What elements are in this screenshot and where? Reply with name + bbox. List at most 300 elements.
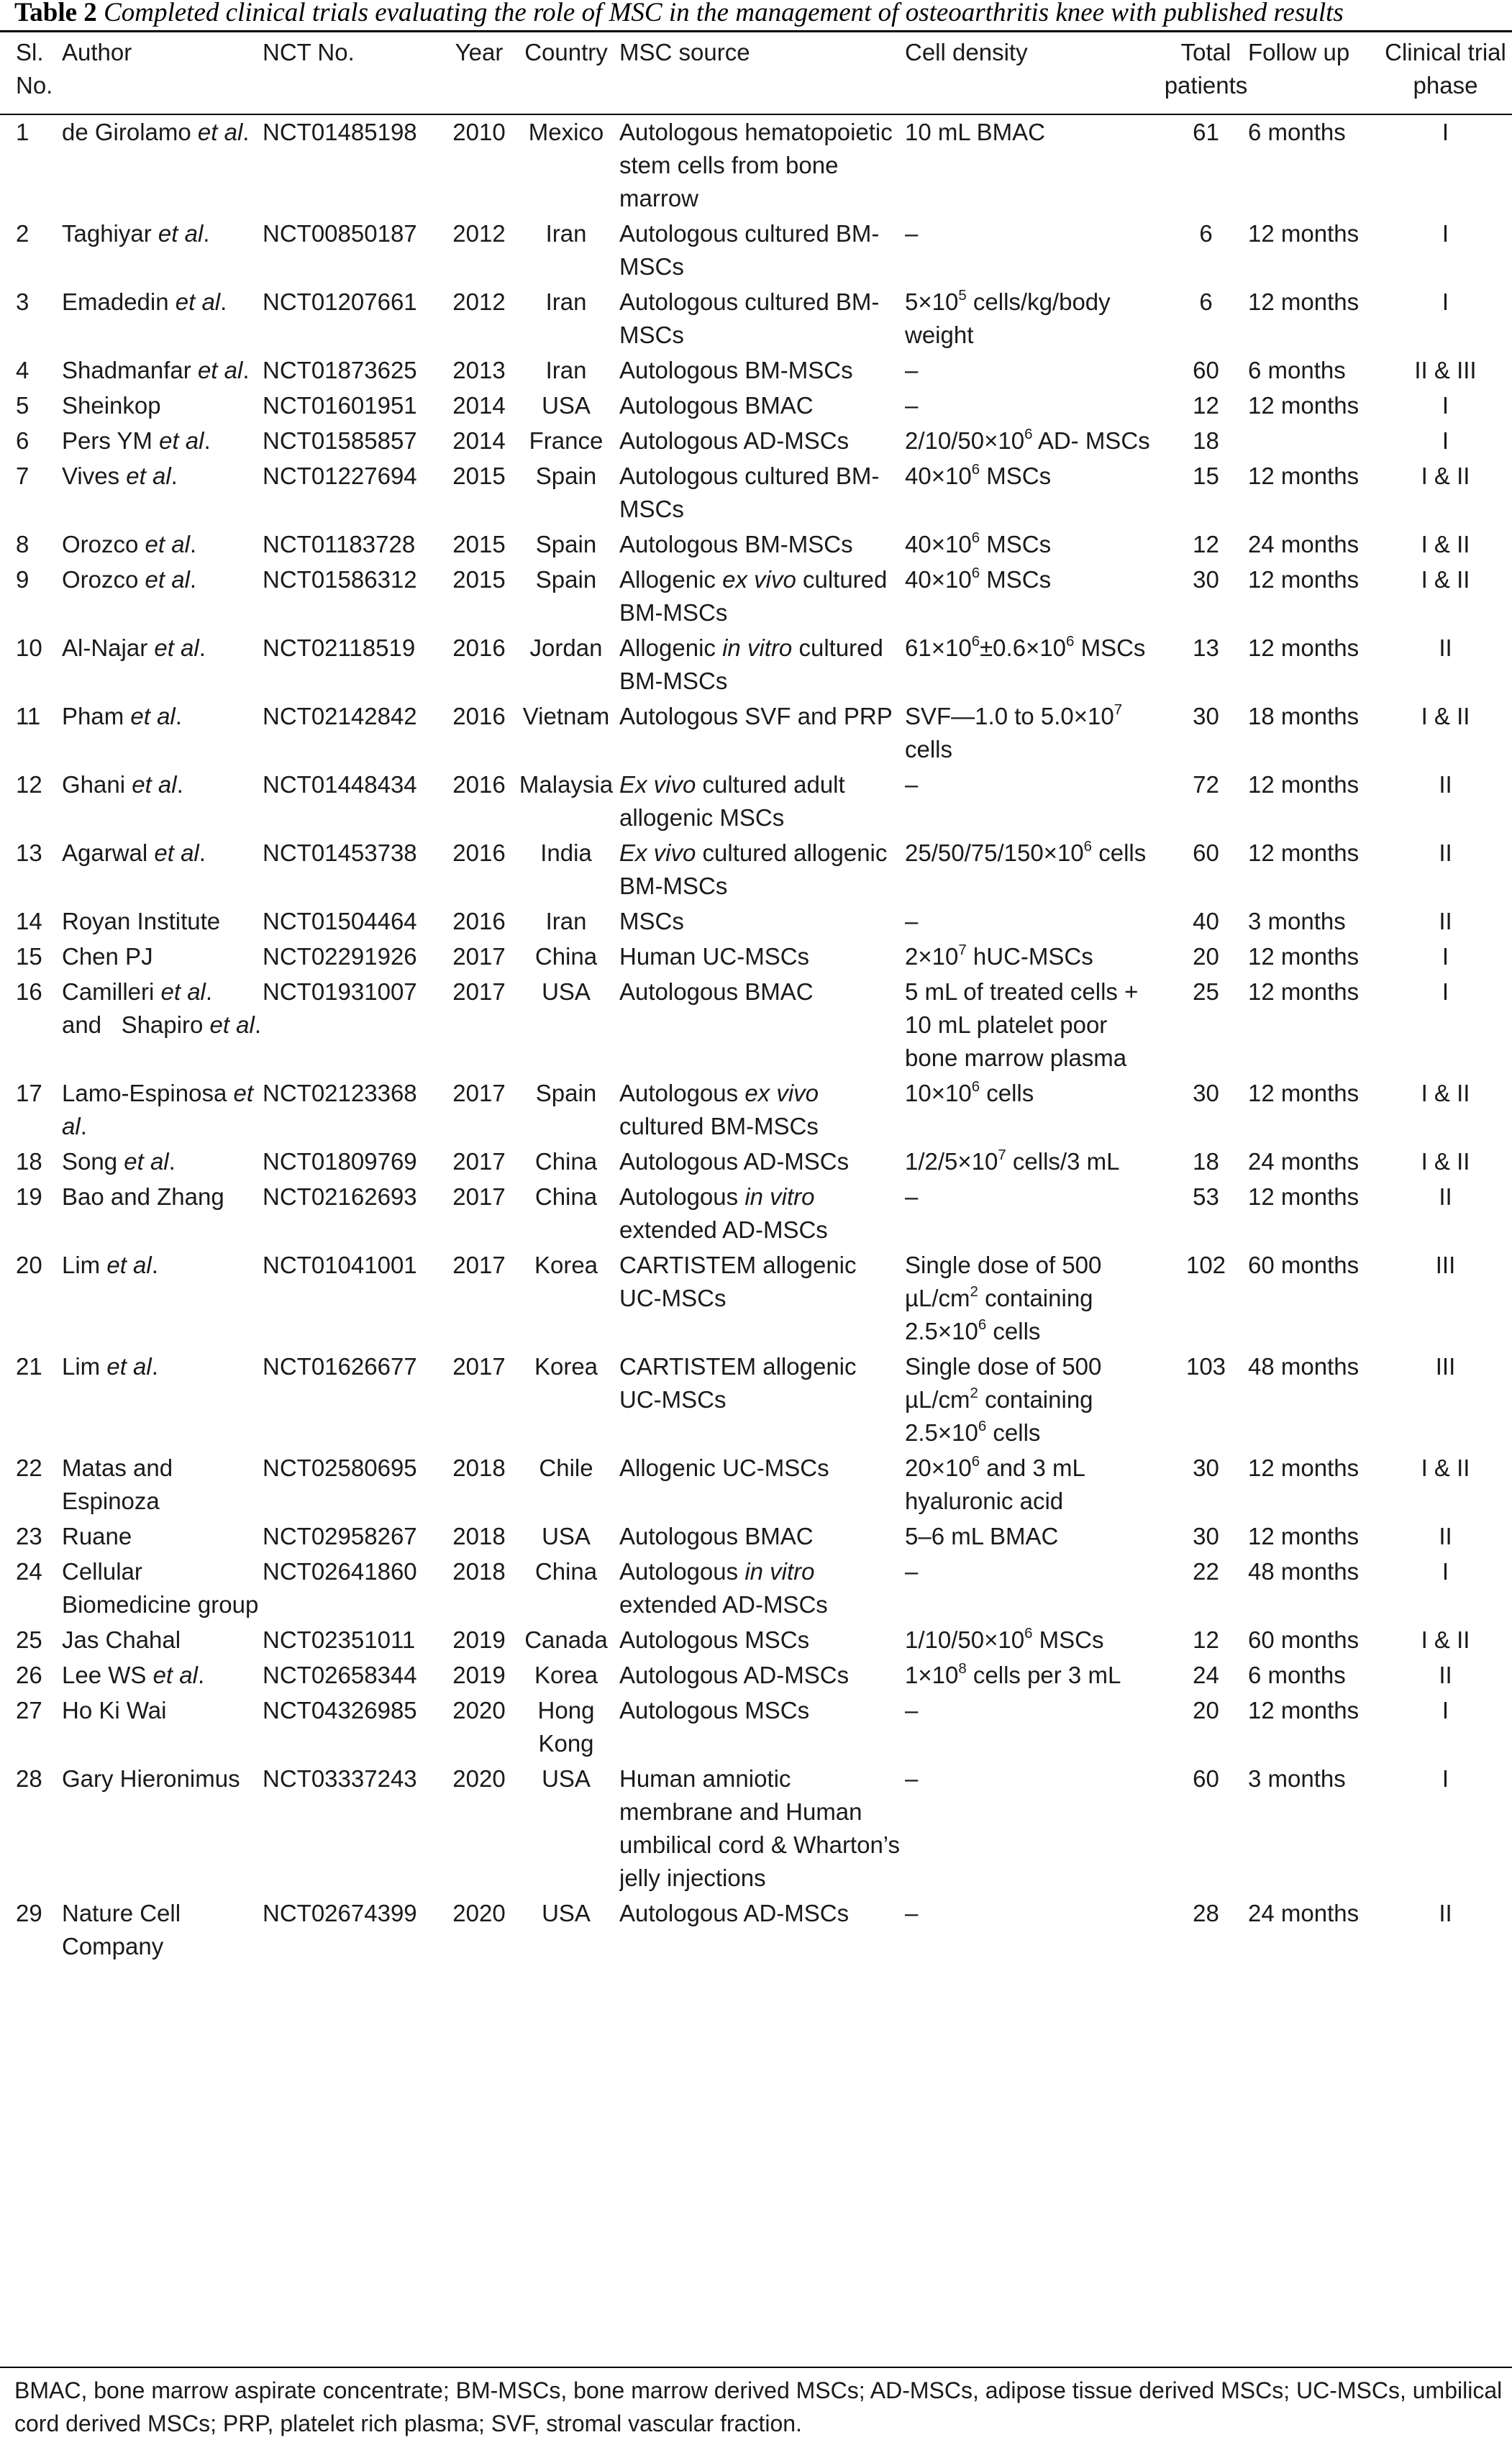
header-author: Author: [62, 39, 132, 65]
cell-follow-up: 12 months: [1248, 392, 1360, 419]
cell-year: 2015: [452, 531, 506, 557]
cell-cell-density: $40\times 10^6$ MSCs: [905, 461, 1052, 489]
cell-year: 2018: [452, 1455, 506, 1481]
cell-year: 2018: [452, 1558, 506, 1585]
cell-author: Gary Hieronimus: [62, 1765, 240, 1792]
cell-author: Shadmanfar et al.: [62, 357, 250, 383]
cell-cell-density: –: [905, 1900, 919, 1926]
cell-author: Ho Ki Wai: [62, 1697, 167, 1724]
cell-clinical-trial-phase: I: [1442, 1765, 1449, 1792]
cell-country: Canada: [524, 1626, 608, 1653]
cell-year: 2015: [452, 463, 506, 489]
cell-msc-source: Human UC-MSCs: [619, 943, 810, 970]
cell-follow-up: 24 months: [1248, 531, 1360, 557]
cell-sl-no: 23: [16, 1523, 42, 1549]
cell-follow-up: 60 months: [1248, 1626, 1360, 1653]
cell-clinical-trial-phase: III: [1435, 1252, 1456, 1278]
cell-sl-no: 24: [16, 1558, 42, 1585]
cell-nct-no: NCT04326985: [263, 1697, 417, 1724]
cell-total-patients: 60: [1193, 839, 1219, 866]
cell-author: Camilleri et al. and Shapiro et al.: [62, 978, 262, 1038]
cell-year: 2010: [452, 119, 506, 145]
cell-author: Royan Institute: [62, 908, 221, 934]
cell-follow-up: 6 months: [1248, 357, 1346, 383]
cell-country: India: [540, 839, 592, 866]
cell-total-patients: 18: [1193, 427, 1219, 454]
cell-country: Jordan: [529, 634, 603, 661]
cell-total-patients: 12: [1193, 1626, 1219, 1653]
cell-cell-density: $2\times 10^7$ hUC-MSCs: [905, 942, 1093, 970]
cell-msc-source: Autologous BMAC: [619, 978, 814, 1005]
table-row: [0, 1657, 1512, 1692]
cell-clinical-trial-phase: I: [1442, 220, 1449, 247]
cell-nct-no: NCT01873625: [263, 357, 417, 383]
cell-cell-density: $1/10/50\times 10^6$ MSCs: [905, 1625, 1104, 1653]
cell-msc-source: Autologous AD-MSCs: [619, 1662, 850, 1688]
cell-clinical-trial-phase: I & II: [1421, 566, 1470, 593]
cell-nct-no: NCT02123368: [263, 1080, 417, 1106]
cell-follow-up: 12 months: [1248, 771, 1360, 798]
table-row: [0, 1553, 1512, 1621]
cell-msc-source: CARTISTEM allogenic UC-MSCs: [619, 1353, 857, 1413]
table-header-row: [0, 33, 1512, 114]
cell-year: 2020: [452, 1765, 506, 1792]
cell-msc-source: Autologous cultured BM-MSCs: [619, 220, 880, 280]
cell-total-patients: 60: [1193, 357, 1219, 383]
cell-nct-no: NCT02641860: [263, 1558, 417, 1585]
cell-cell-density: –: [905, 1765, 919, 1792]
cell-follow-up: 12 months: [1248, 1455, 1360, 1481]
cell-author: Ghani et al.: [62, 771, 183, 798]
cell-follow-up: 3 months: [1248, 1765, 1346, 1792]
cell-author: Nature Cell Company: [62, 1900, 181, 1959]
cell-clinical-trial-phase: I: [1442, 1697, 1449, 1724]
cell-country: Malaysia: [519, 771, 614, 798]
cell-sl-no: 17: [16, 1080, 42, 1106]
cell-msc-source: Autologous AD-MSCs: [619, 1900, 850, 1926]
table-caption: [14, 0, 1344, 26]
cell-country: Korea: [534, 1353, 598, 1380]
cell-msc-source: Ex vivo cultured allogenic BM-MSCs: [619, 839, 888, 899]
cell-nct-no: NCT01453738: [263, 839, 417, 866]
table-row: [0, 1247, 1512, 1348]
cell-msc-source: Autologous ex vivo cultured BM-MSCs: [619, 1080, 819, 1139]
cell-sl-no: 2: [16, 220, 29, 247]
cell-author: de Girolamo et al.: [62, 119, 250, 145]
cell-msc-source: Autologous cultured BM-MSCs: [619, 288, 880, 348]
cell-country: Vietnam: [522, 703, 610, 729]
cell-cell-density: –: [905, 220, 919, 247]
cell-msc-source: Autologous in vitro extended AD-MSCs: [619, 1183, 828, 1243]
cell-country: Spain: [535, 463, 597, 489]
cell-follow-up: 48 months: [1248, 1353, 1360, 1380]
cell-author: Lee WS et al.: [62, 1662, 205, 1688]
header-year: Year: [455, 39, 504, 65]
cell-country: Spain: [535, 1080, 597, 1106]
cell-author: Emadedin et al.: [62, 288, 227, 315]
cell-msc-source: Autologous SVF and PRP: [619, 703, 893, 729]
cell-country: Spain: [535, 531, 597, 557]
cell-follow-up: 12 months: [1248, 634, 1360, 661]
cell-clinical-trial-phase: I: [1442, 427, 1449, 454]
cell-author: Jas Chahal: [62, 1626, 181, 1653]
cell-follow-up: 12 months: [1248, 978, 1360, 1005]
cell-cell-density: $1/2/5\times 10^7$ cells/3 mL: [905, 1147, 1120, 1175]
cell-total-patients: 20: [1193, 1697, 1219, 1724]
cell-sl-no: 20: [16, 1252, 42, 1278]
cell-author: Chen PJ: [62, 943, 153, 970]
cell-year: 2017: [452, 978, 506, 1005]
cell-nct-no: NCT01931007: [263, 978, 417, 1005]
cell-nct-no: NCT02118519: [263, 634, 416, 661]
cell-cell-density: –: [905, 771, 919, 798]
table-row: [0, 114, 1512, 215]
cell-country: Hong Kong: [537, 1697, 595, 1757]
cell-total-patients: 6: [1199, 288, 1213, 315]
cell-follow-up: 12 months: [1248, 288, 1360, 315]
cell-clinical-trial-phase: II: [1439, 839, 1452, 866]
table-row: [0, 458, 1512, 526]
cell-sl-no: 5: [16, 392, 29, 419]
cell-msc-source: Autologous BM-MSCs: [619, 357, 853, 383]
cell-msc-source: MSCs: [619, 908, 684, 934]
table-row: [0, 215, 1512, 283]
cell-country: China: [534, 943, 598, 970]
cell-clinical-trial-phase: I & II: [1421, 531, 1470, 557]
cell-sl-no: 7: [16, 463, 29, 489]
cell-cell-density: 5–6 mL BMAC: [905, 1523, 1059, 1549]
cell-author: Song et al.: [62, 1148, 176, 1175]
cell-total-patients: 103: [1185, 1353, 1226, 1380]
header-clinical-trial-phase: Clinical trial phase: [1385, 39, 1506, 99]
cell-year: 2017: [452, 1183, 506, 1210]
cell-follow-up: 12 months: [1248, 1697, 1360, 1724]
cell-nct-no: NCT01585857: [263, 427, 417, 454]
cell-total-patients: 28: [1193, 1900, 1219, 1926]
cell-follow-up: 6 months: [1248, 119, 1346, 145]
cell-sl-no: 26: [16, 1662, 42, 1688]
cell-total-patients: 30: [1193, 1523, 1219, 1549]
cell-follow-up: 24 months: [1248, 1900, 1360, 1926]
cell-author: Bao and Zhang: [62, 1183, 224, 1210]
header-country: Country: [524, 39, 608, 65]
cell-cell-density: $25/50/75/150\times 10^6$ cells: [905, 838, 1147, 866]
cell-country: China: [534, 1148, 598, 1175]
cell-year: 2016: [452, 839, 506, 866]
cell-sl-no: 13: [16, 839, 42, 866]
cell-clinical-trial-phase: I & II: [1421, 703, 1470, 729]
table-row: [0, 1143, 1512, 1178]
cell-sl-no: 18: [16, 1148, 42, 1175]
cell-country: Iran: [545, 220, 587, 247]
table-row: [0, 352, 1512, 387]
cell-author: Al-Najar et al.: [62, 634, 206, 661]
cell-total-patients: 102: [1185, 1252, 1226, 1278]
cell-country: China: [534, 1183, 598, 1210]
cell-nct-no: NCT00850187: [263, 220, 417, 247]
cell-nct-no: NCT01485198: [263, 119, 417, 145]
cell-sl-no: 15: [16, 943, 42, 970]
table-row: [0, 283, 1512, 352]
cell-clinical-trial-phase: II & III: [1414, 357, 1477, 383]
cell-cell-density: $2/10/50\times 10^6$ AD- MSCs: [905, 426, 1150, 454]
table-row: [0, 422, 1512, 458]
bottom-rule: [0, 2367, 1512, 2368]
cell-sl-no: 10: [16, 634, 42, 661]
cell-country: China: [534, 1558, 598, 1585]
table-row: [0, 834, 1512, 903]
cell-follow-up: 48 months: [1248, 1558, 1360, 1585]
cell-year: 2017: [452, 1080, 506, 1106]
cell-country: Korea: [534, 1662, 598, 1688]
table-row: [0, 1348, 1512, 1449]
cell-country: Korea: [534, 1252, 598, 1278]
cell-sl-no: 21: [16, 1353, 42, 1380]
cell-follow-up: 12 months: [1248, 1080, 1360, 1106]
cell-clinical-trial-phase: II: [1439, 908, 1452, 934]
cell-country: USA: [542, 1523, 591, 1549]
cell-year: 2017: [452, 1148, 506, 1175]
cell-total-patients: 13: [1193, 634, 1219, 661]
cell-cell-density: $1\times 10^8$ cells per 3 mL: [905, 1660, 1121, 1688]
cell-clinical-trial-phase: II: [1439, 1662, 1452, 1688]
cell-cell-density: $5\times 10^5$ cells/kg/body weight: [905, 287, 1111, 348]
cell-total-patients: 12: [1193, 392, 1219, 419]
cell-year: 2017: [452, 1353, 506, 1380]
cell-cell-density: $10\times 10^6$ cells: [905, 1078, 1034, 1106]
cell-cell-density: –: [905, 357, 919, 383]
cell-follow-up: 12 months: [1248, 566, 1360, 593]
header-follow-up: Follow up: [1248, 39, 1350, 65]
cell-msc-source: Autologous MSCs: [619, 1697, 810, 1724]
cell-year: 2016: [452, 634, 506, 661]
cell-msc-source: Autologous BM-MSCs: [619, 531, 853, 557]
table-row: [0, 903, 1512, 938]
table-row: [0, 1692, 1512, 1760]
cell-nct-no: NCT01207661: [263, 288, 417, 315]
cell-follow-up: 6 months: [1248, 1662, 1346, 1688]
table-row: [0, 973, 1512, 1075]
cell-country: Spain: [535, 566, 597, 593]
cell-msc-source: Autologous BMAC: [619, 1523, 814, 1549]
cell-nct-no: NCT01586312: [263, 566, 417, 593]
cell-follow-up: 12 months: [1248, 1183, 1360, 1210]
cell-year: 2012: [452, 220, 506, 247]
table-row: [0, 1075, 1512, 1143]
cell-year: 2014: [452, 392, 506, 419]
table-row: [0, 1895, 1512, 1963]
header-sl-no: Sl. No.: [16, 39, 53, 99]
cell-clinical-trial-phase: I: [1442, 943, 1449, 970]
cell-follow-up: 12 months: [1248, 943, 1360, 970]
cell-author: Matas and Espinoza: [62, 1455, 173, 1514]
cell-clinical-trial-phase: II: [1439, 1183, 1452, 1210]
cell-total-patients: 22: [1193, 1558, 1219, 1585]
cell-cell-density: $20\times 10^6$ and 3 mL hyaluronic acid: [905, 1453, 1085, 1514]
cell-total-patients: 61: [1193, 119, 1219, 145]
cell-total-patients: 30: [1193, 1080, 1219, 1106]
cell-year: 2019: [452, 1626, 506, 1653]
cell-year: 2020: [452, 1900, 506, 1926]
table-footnote: BMAC, bone marrow aspirate concentrate; BM-MSCs, bone marrow derived MSCs; AD-MSCs, adipose tissue derived MSCs; UC-MSCs, umbilical cord derived MSCs; PRP, platelet rich plasma; SVF, stromal vascular fraction.: [14, 2377, 1503, 2436]
table-row: [0, 766, 1512, 834]
cell-total-patients: 25: [1193, 978, 1219, 1005]
cell-country: France: [529, 427, 604, 454]
cell-nct-no: NCT01626677: [263, 1353, 417, 1380]
cell-msc-source: Allogenic UC-MSCs: [619, 1455, 829, 1481]
header-cell-density: Cell density: [905, 39, 1028, 65]
cell-msc-source: Autologous AD-MSCs: [619, 1148, 850, 1175]
clinical-trials-table: [0, 33, 1512, 1963]
cell-clinical-trial-phase: I: [1442, 119, 1449, 145]
cell-total-patients: 60: [1193, 1765, 1219, 1792]
cell-total-patients: 15: [1193, 463, 1219, 489]
cell-follow-up: 12 months: [1248, 839, 1360, 866]
cell-sl-no: 28: [16, 1765, 42, 1792]
cell-msc-source: Allogenic ex vivo cultured BM-MSCs: [619, 566, 888, 626]
cell-total-patients: 12: [1193, 531, 1219, 557]
cell-clinical-trial-phase: I & II: [1421, 1626, 1470, 1653]
top-rule: [0, 30, 1512, 32]
cell-country: Iran: [545, 357, 587, 383]
cell-year: 2019: [452, 1662, 506, 1688]
cell-cell-density: –: [905, 1697, 919, 1724]
cell-follow-up: 12 months: [1248, 1523, 1360, 1549]
cell-clinical-trial-phase: I & II: [1421, 1455, 1470, 1481]
cell-author: Orozco et al.: [62, 566, 197, 593]
cell-country: USA: [542, 1900, 591, 1926]
cell-clinical-trial-phase: I: [1442, 1558, 1449, 1585]
cell-follow-up: 3 months: [1248, 908, 1346, 934]
cell-year: 2012: [452, 288, 506, 315]
cell-year: 2016: [452, 703, 506, 729]
cell-follow-up: 18 months: [1248, 703, 1360, 729]
table-caption-text: Completed clinical trials evaluating the role of MSC in the management of osteoarthritis knee with published results: [104, 0, 1344, 27]
cell-author: Ruane: [62, 1523, 132, 1549]
cell-author: Vives et al.: [62, 463, 178, 489]
cell-total-patients: 30: [1193, 566, 1219, 593]
cell-author: Agarwal et al.: [62, 839, 206, 866]
cell-year: 2017: [452, 1252, 506, 1278]
cell-country: Iran: [545, 908, 587, 934]
cell-clinical-trial-phase: I & II: [1421, 463, 1470, 489]
cell-country: Chile: [539, 1455, 593, 1481]
cell-clinical-trial-phase: II: [1439, 1900, 1452, 1926]
header-total-patients: Total patients: [1164, 39, 1248, 99]
cell-nct-no: NCT03337243: [263, 1765, 417, 1792]
cell-nct-no: NCT02291926: [263, 943, 417, 970]
cell-total-patients: 20: [1193, 943, 1219, 970]
cell-msc-source: Allogenic in vitro cultured BM-MSCs: [619, 634, 883, 694]
cell-clinical-trial-phase: I: [1442, 392, 1449, 419]
cell-msc-source: Autologous hematopoietic stem cells from bone marrow: [619, 119, 893, 211]
cell-total-patients: 72: [1193, 771, 1219, 798]
cell-nct-no: NCT02674399: [263, 1900, 417, 1926]
cell-nct-no: NCT02658344: [263, 1662, 417, 1688]
cell-clinical-trial-phase: II: [1439, 1523, 1452, 1549]
cell-sl-no: 27: [16, 1697, 42, 1724]
cell-total-patients: 40: [1193, 908, 1219, 934]
cell-nct-no: NCT02142842: [263, 703, 417, 729]
cell-author: Pham et al.: [62, 703, 182, 729]
cell-sl-no: 14: [16, 908, 42, 934]
table-row: [0, 1178, 1512, 1247]
cell-msc-source: Human amniotic membrane and Human umbilical cord & Wharton’s jelly injections: [619, 1765, 901, 1891]
cell-follow-up: [1248, 422, 1379, 458]
cell-clinical-trial-phase: I & II: [1421, 1148, 1470, 1175]
cell-nct-no: NCT01041001: [263, 1252, 417, 1278]
cell-nct-no: NCT01809769: [263, 1148, 417, 1175]
cell-total-patients: 53: [1193, 1183, 1219, 1210]
cell-total-patients: 18: [1193, 1148, 1219, 1175]
cell-clinical-trial-phase: III: [1435, 1353, 1456, 1380]
cell-sl-no: 3: [16, 288, 29, 315]
cell-country: USA: [542, 978, 591, 1005]
cell-cell-density: –: [905, 1558, 919, 1585]
header-msc-source: MSC source: [619, 39, 750, 65]
cell-clinical-trial-phase: I: [1442, 288, 1449, 315]
cell-nct-no: NCT02580695: [263, 1455, 417, 1481]
cell-author: Taghiyar et al.: [62, 220, 210, 247]
table-row: [0, 1621, 1512, 1657]
cell-sl-no: 16: [16, 978, 42, 1005]
cell-author: Orozco et al.: [62, 531, 197, 557]
table-row: [0, 1518, 1512, 1553]
cell-year: 2014: [452, 427, 506, 454]
cell-author: Lim et al.: [62, 1252, 158, 1278]
cell-cell-density: Single dose of 500 $\mu L/cm^2$ containing $2.5\times 10^6$ cells: [905, 1252, 1102, 1344]
cell-cell-density: –: [905, 1183, 919, 1210]
cell-sl-no: 4: [16, 357, 29, 383]
header-nct-no: NCT No.: [263, 39, 355, 65]
cell-total-patients: 30: [1193, 703, 1219, 729]
cell-msc-source: Autologous cultured BM-MSCs: [619, 463, 880, 522]
cell-clinical-trial-phase: I: [1442, 978, 1449, 1005]
cell-sl-no: 11: [16, 703, 41, 729]
cell-total-patients: 30: [1193, 1455, 1219, 1481]
cell-msc-source: Autologous AD-MSCs: [619, 427, 850, 454]
cell-cell-density: Single dose of 500 $\mu L/cm^2$ containing $2.5\times 10^6$ cells: [905, 1353, 1102, 1446]
cell-cell-density: –: [905, 392, 919, 419]
table-row: [0, 387, 1512, 422]
cell-clinical-trial-phase: II: [1439, 771, 1452, 798]
cell-cell-density: SVF—1.0 to $5.0\times 10^7$ cells: [905, 701, 1123, 762]
cell-sl-no: 25: [16, 1626, 42, 1653]
cell-nct-no: NCT01448434: [263, 771, 417, 798]
cell-follow-up: 60 months: [1248, 1252, 1360, 1278]
cell-country: USA: [542, 392, 591, 419]
cell-nct-no: NCT02162693: [263, 1183, 417, 1210]
cell-follow-up: 24 months: [1248, 1148, 1360, 1175]
cell-nct-no: NCT01227694: [263, 463, 417, 489]
cell-year: 2015: [452, 566, 506, 593]
cell-sl-no: 12: [16, 771, 42, 798]
cell-nct-no: NCT01183728: [263, 531, 416, 557]
cell-cell-density: $40\times 10^6$ MSCs: [905, 565, 1052, 593]
cell-author: Cellular Biomedicine group: [62, 1558, 259, 1618]
cell-cell-density: $40\times 10^6$ MSCs: [905, 529, 1052, 557]
cell-nct-no: NCT01504464: [263, 908, 417, 934]
cell-clinical-trial-phase: II: [1439, 634, 1452, 661]
cell-cell-density: 10 mL BMAC: [905, 119, 1046, 145]
cell-clinical-trial-phase: I & II: [1421, 1080, 1470, 1106]
table-row: [0, 526, 1512, 561]
cell-msc-source: CARTISTEM allogenic UC-MSCs: [619, 1252, 857, 1311]
cell-cell-density: –: [905, 908, 919, 934]
cell-follow-up: 12 months: [1248, 463, 1360, 489]
cell-year: 2017: [452, 943, 506, 970]
cell-cell-density: 5 mL of treated cells + 10 mL platelet poor bone marrow plasma: [905, 978, 1139, 1071]
